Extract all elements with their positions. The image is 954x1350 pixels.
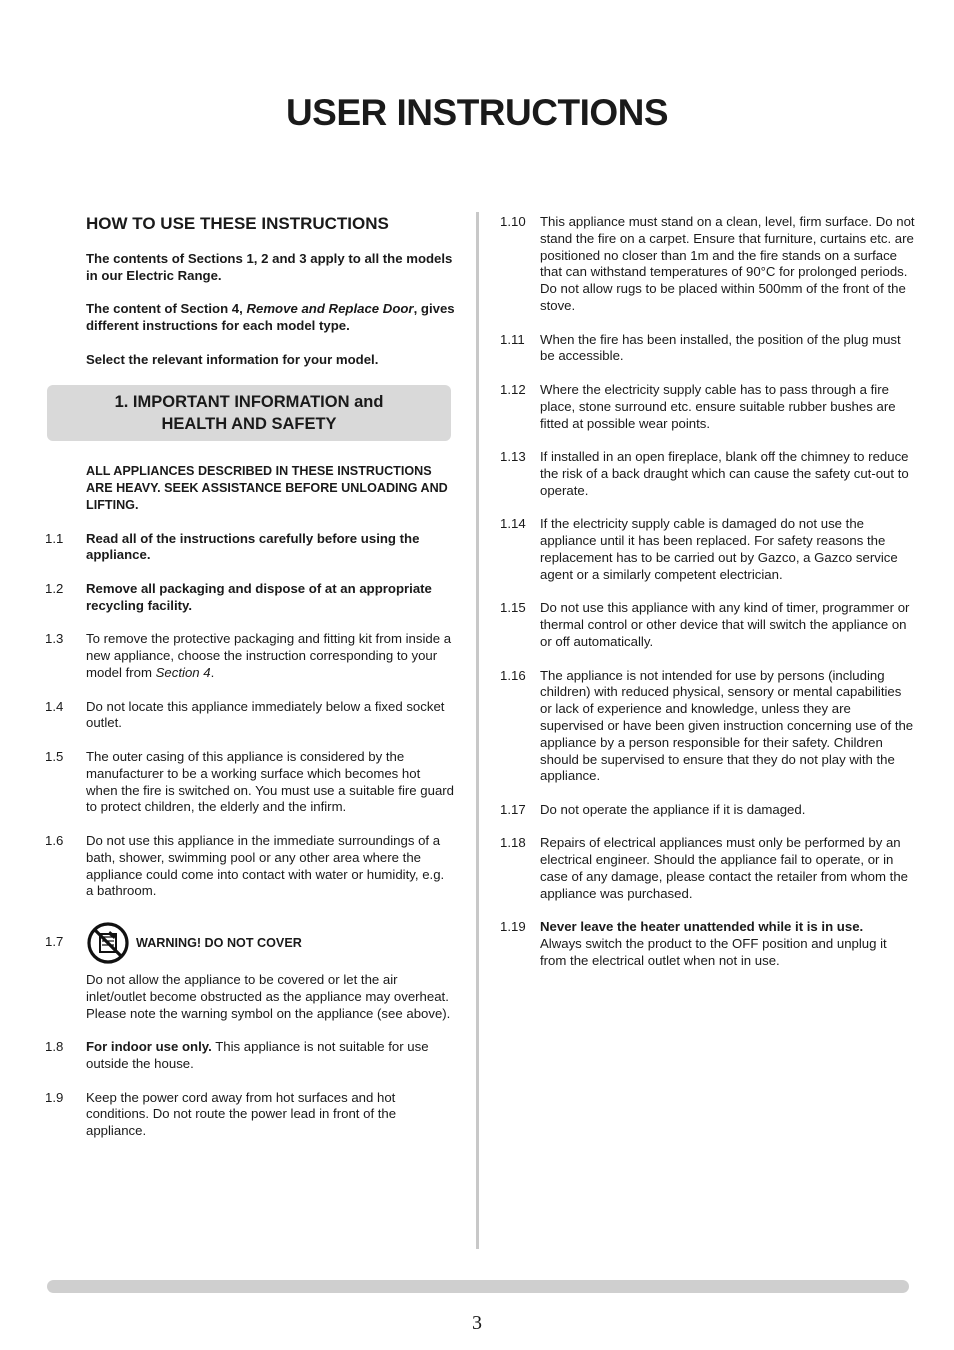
item-text-rest: Always switch the product to the OFF position and unplug it from the electrical outlet when not in use. [540,936,887,969]
item-text: The appliance is not intended for use by persons (including children) with reduced physical, sensory or mental capabilities or lack of experience and knowledge, unless they are supervised or have been given instruction concerning use of the appliance by a person responsible for their safety. Children should be supervised to ensure that they do not play with the appliance. [540,667,914,784]
item-1-14 [495,516,915,583]
banner-line-2: HEALTH AND SAFETY [161,415,337,434]
item-1-4 [40,699,455,733]
item-number: 1.1 [45,530,64,546]
item-1-8 [40,1039,455,1073]
item-1-18 [495,835,915,902]
item-number: 1.11 [500,331,525,347]
item-1-2 [40,581,455,615]
item-text: Keep the power cord away from hot surfaces and hot conditions. Do not route the power lead in front of the appliance. [86,1089,397,1139]
right-column [495,214,915,987]
item-1-5 [40,749,455,816]
item-number: 1.14 [500,516,526,532]
item-1-9 [40,1090,455,1140]
item-1-11 [495,332,915,366]
item-text: Do not operate the appliance if it is damaged. [540,801,806,817]
item-1-13 [495,449,915,499]
intro-p2-start: The content of Section 4, [86,301,247,317]
item-text: Do not allow the appliance to be covered or let the air inlet/outlet become obstructed as the appliance may overheat. Please note the warning symbol on the appliance (see above). [86,972,451,1021]
intro-paragraph-2 [86,301,455,335]
item-text: Do not use this appliance with any kind of timer, programmer or thermal control or other device that will switch the appliance on or off automatically. [540,600,910,649]
item-text: The outer casing of this appliance is considered by the manufacturer to be a working surface which becomes hot when the fire is switched on. You must use a suitable fire guard to protect children, the elderly and the infirm. [86,748,454,815]
section-ref: Section 4 [155,664,211,680]
item-number: 1.19 [500,919,526,935]
item-text [86,631,455,681]
footer-bar [47,1280,909,1293]
intro-paragraph-1: The contents of Sections 1, 2 and 3 apply to all the models in our Electric Range. [86,251,453,283]
item-number: 1.5 [45,748,64,764]
item-number: 1.15 [500,600,526,616]
item-number: 1.13 [500,449,526,465]
item-text [86,1039,455,1073]
item-text-start: To remove the protective packaging and fitting kit from inside a new appliance, choose the instruction corresponding to your model from [86,631,452,680]
item-number: 1.12 [500,381,526,397]
item-text: Read all of the instructions carefully before using the appliance. [86,530,420,563]
item-number: 1.2 [45,580,64,596]
item-text-rest: This appliance is not suitable for use outside the house. [86,1039,429,1072]
item-text: Repairs of electrical appliances must only be performed by an electrical engineer. Should the appliance fail to operate, or in case of any damage, please contact the retailer from whom the appliance was purchased. [540,835,908,901]
item-1-12 [495,382,915,432]
column-divider [476,212,479,1249]
item-text: This appliance must stand on a clean, level, firm surface. Do not stand the fire on a carpet. Ensure that furniture, curtains etc. are positioned no closer than 1m and the fire stands on a surface that can withstand temperatures of 90°C for prolonged periods. Do not allow rugs to be placed within 500mm of the front of the stove. [540,214,915,313]
item-text: Remove all packaging and dispose of at an appropriate recycling facility. [86,580,432,613]
item-1-16 [495,668,915,786]
intro-block [86,251,455,369]
page-number: 3 [472,1312,482,1334]
caution-block [86,463,455,513]
item-1-1 [40,531,455,565]
intro-paragraph-3: Select the relevant information for your model. [86,351,379,367]
instructions-heading: HOW TO USE THESE INSTRUCTIONS [86,214,389,233]
item-number: 1.8 [45,1039,64,1055]
item-text-bold: For indoor use only. [86,1039,212,1055]
do-not-cover-icon [86,922,130,964]
item-number: 1.10 [500,214,526,229]
item-text: If installed in an open fireplace, blank off the chimney to reduce the risk of a back draught which can cause the safety cut-out to operate. [540,449,909,498]
item-1-7 [40,922,455,1022]
item-1-17 [495,802,915,819]
item-1-19 [495,919,915,969]
intro-p2-section-ref: Remove and Replace Door [246,301,414,317]
warning-label: WARNING! DO NOT COVER [136,935,302,950]
item-text [540,919,915,969]
item-number: 1.9 [45,1089,64,1105]
banner-line-1: 1. IMPORTANT INFORMATION and [114,393,384,412]
item-text: Do not use this appliance in the immediate surroundings of a bath, shower, swimming pool or any other area where the appliance could come into contact with water or humidity, e.g. a bathroom. [86,832,445,899]
warning-row [86,922,455,964]
item-1-10 [495,214,915,315]
item-1-6 [40,833,455,900]
item-text-end: . [210,664,215,680]
item-number: 1.6 [45,832,64,848]
left-column [40,214,455,1157]
page-title: USER INSTRUCTIONS [285,92,669,133]
item-text: When the fire has been installed, the position of the plug must be accessible. [540,331,901,364]
item-1-3 [40,631,455,681]
section-1-banner [47,385,451,441]
intro-p2-end: , gives different instructions for each model type. [86,301,455,334]
heavy-caution: ALL APPLIANCES DESCRIBED IN THESE INSTRUCTIONS ARE HEAVY. SEEK ASSISTANCE BEFORE UNLOADING AND LIFTING. [86,464,448,512]
item-number: 1.16 [500,667,526,683]
item-text: If the electricity supply cable is damaged do not use the appliance until it has been replaced. For safety reasons the replacement has to be carried out by Gazco, a Gazco service agent or a similarly competent electrician. [540,516,898,582]
item-body [86,922,455,1022]
item-number: 1.3 [45,631,64,647]
item-number: 1.7 [45,934,64,950]
item-number: 1.4 [45,698,64,714]
item-text: Do not locate this appliance immediately below a fixed socket outlet. [86,698,445,731]
item-number: 1.18 [500,835,526,851]
item-text: Where the electricity supply cable has to pass through a fire place, stone surround etc. ensure suitable rubber bushes are fitted at possible wear points. [540,381,896,431]
item-1-15 [495,600,915,650]
item-number: 1.17 [500,801,526,817]
item-text-bold: Never leave the heater unattended while it is in use. [540,919,864,935]
